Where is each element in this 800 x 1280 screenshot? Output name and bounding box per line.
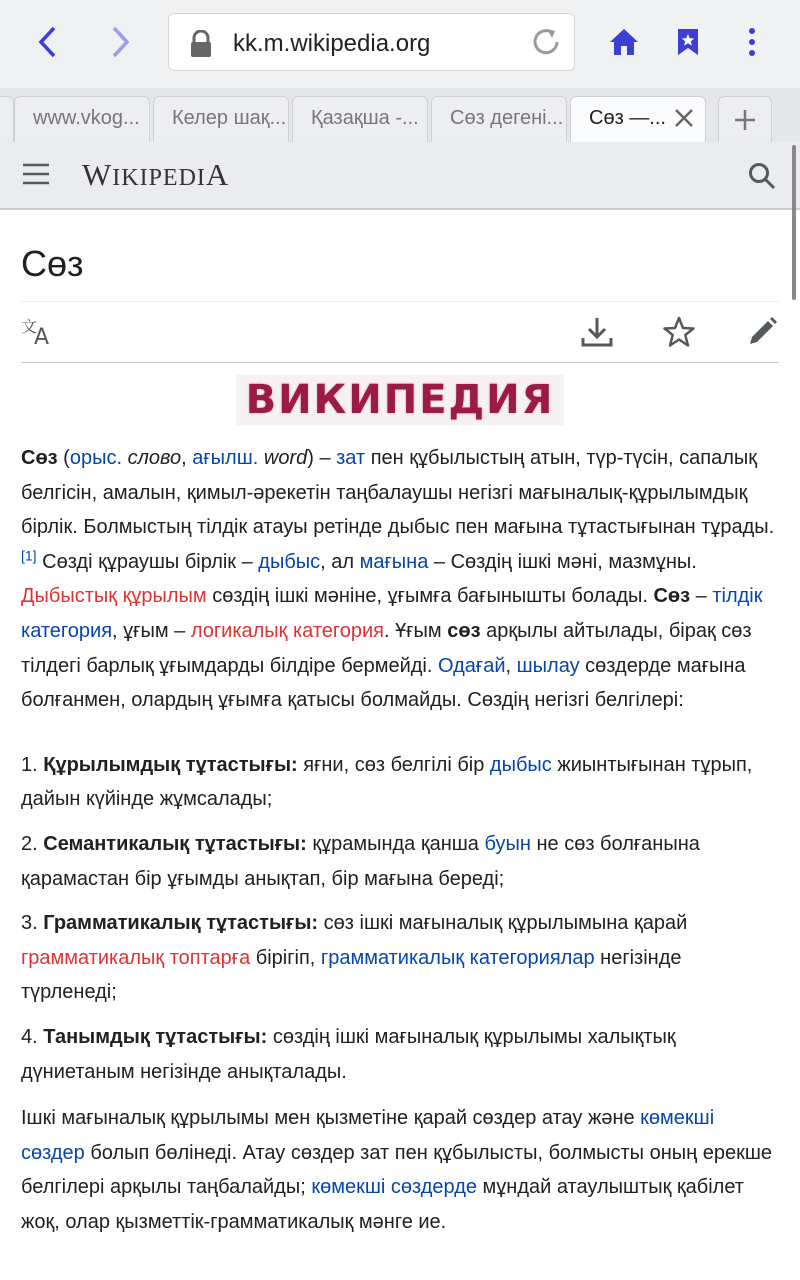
tab-soz-active[interactable] <box>570 96 706 142</box>
menu-button[interactable] <box>732 22 772 62</box>
list-item <box>21 748 779 817</box>
svg-text:A: A <box>34 325 50 346</box>
list-number: 1. <box>21 753 44 776</box>
text: , <box>505 654 517 677</box>
tab-label: www.vkog... <box>33 107 140 129</box>
redlink-dybystyq[interactable]: Дыбыстық құрылым <box>21 585 207 608</box>
page-actions <box>21 302 779 363</box>
link-shylau[interactable]: шылау <box>516 654 580 677</box>
link-dybys[interactable]: дыбыс <box>258 550 321 573</box>
url-text: kk.m.wikipedia.org <box>233 30 431 57</box>
tab-strip <box>0 88 800 143</box>
home-icon <box>609 27 639 57</box>
bold-term: Құрылымдық тұтастығы: <box>43 753 298 776</box>
bookmark-star-icon <box>676 27 700 57</box>
text: не сөз болғанына қарамастан бір ұғымды анықтап, бір мағына береді; <box>21 832 700 890</box>
text: Сөзді құраушы бірлік – <box>36 550 259 573</box>
text: – <box>690 585 713 608</box>
text: сөз ішкі мағыналық құрылымына қарай <box>318 912 688 935</box>
close-icon[interactable] <box>673 107 695 129</box>
forward-arrow-icon <box>108 25 132 59</box>
text: негізінде түрленеді; <box>21 946 682 1004</box>
tab-label: Келер шақ... <box>172 107 287 129</box>
tab-keler[interactable] <box>153 96 289 142</box>
tab-kazaksha[interactable] <box>292 96 428 142</box>
list-number: 4. <box>21 1025 44 1048</box>
more-vertical-icon <box>748 27 756 57</box>
list-number: 2. <box>21 832 44 855</box>
home-button[interactable] <box>604 22 644 62</box>
link-komekshi-sozder[interactable]: көмекші сөздер <box>21 1107 715 1164</box>
tab-vkog[interactable] <box>14 96 150 142</box>
language-icon[interactable] <box>21 316 55 346</box>
address-bar[interactable] <box>168 13 575 71</box>
italic-term: слово <box>127 447 182 469</box>
plus-icon <box>733 108 757 132</box>
star-icon[interactable] <box>663 316 695 348</box>
article-paragraph <box>21 441 779 718</box>
list-item <box>21 827 779 896</box>
forward-button[interactable] <box>100 22 140 62</box>
bold-term: Семантикалық тұтастығы: <box>43 832 307 855</box>
reload-icon[interactable] <box>530 26 562 58</box>
redlink-logikalyq[interactable]: логикалық категория <box>190 619 385 642</box>
new-tab-button[interactable] <box>718 96 772 142</box>
text: жиынтығынан тұрып, дайын күйінде жұмсалады; <box>21 753 753 811</box>
text: арқылы айтылады, бірақ сөз тілдегі барлық ұғымдарды білдіре бермейді. <box>21 619 752 677</box>
bold-term: Сөз <box>21 447 58 469</box>
text: Ішкі мағыналық құрылымы мен қызметіне қарай сөздер атау және <box>21 1107 641 1130</box>
text: сөздерде мағына болғанмен, олардың ұғымға қатысы болмайды. Сөздің негізгі белгілері: <box>21 654 746 712</box>
text: , <box>181 447 193 469</box>
tab-label: Қазақша -... <box>311 107 419 129</box>
article <box>21 210 779 1239</box>
reference-link[interactable]: [1] <box>21 547 37 564</box>
wikipedia-logo[interactable]: WIKIPEDIA <box>82 157 230 192</box>
tab-soz-degen[interactable] <box>431 96 567 142</box>
bold-term: Грамматикалық тұтастығы: <box>43 912 319 935</box>
browser-toolbar <box>0 0 800 88</box>
link-zat[interactable]: зат <box>336 447 366 469</box>
text: . Ұғым <box>384 619 448 642</box>
bookmarks-button[interactable] <box>668 22 708 62</box>
back-arrow-icon <box>36 25 60 59</box>
link-buyn[interactable]: буын <box>484 832 531 855</box>
list-item <box>21 906 779 1010</box>
text: сөздің ішкі мағыналық құрылымы халықтық дүниетаным негізінде анықталады. <box>21 1025 676 1083</box>
link-odagai[interactable]: Одағай <box>437 654 506 677</box>
text: – Сөздің ішкі мәні, мазмұны. <box>428 550 697 573</box>
text: , ұғым – <box>112 619 191 642</box>
banner-text: ВИКИПЕДИЯ <box>236 375 565 425</box>
link-grammatikalyq-kategoriyalar[interactable]: грамматикалық категориялар <box>320 946 595 969</box>
text: пен құбылыстың атын, түр-түсін, сапалық белгісін, амалын, қимыл-әрекетін таңбалаушы негізгі мағыналық-құрылымдық бірлік. Болмыстың тілдік атауы ретінде дыбыс пен мағына тұтастығынан тұрады. <box>21 447 775 539</box>
back-button[interactable] <box>28 22 68 62</box>
list-item <box>21 1020 779 1089</box>
italic-term: word <box>263 447 308 469</box>
link-komekshi-sozderde[interactable]: көмекші сөздерде <box>311 1176 477 1199</box>
redlink-grammatikalyq-toptar[interactable]: грамматикалық топтарға <box>21 946 251 969</box>
text: , ал <box>320 550 360 573</box>
svg-text:文: 文 <box>21 317 38 336</box>
tab-label: Сөз дегені... <box>450 107 564 129</box>
text: ) – <box>307 447 337 469</box>
text: мұндай атаулыштық қабілет жоқ, олар қызметтік-грамматикалық мәнге ие. <box>21 1176 744 1233</box>
wikipedia-banner <box>21 375 779 441</box>
link-agylsh[interactable]: ағылш. <box>192 447 259 469</box>
list-number: 3. <box>21 912 44 935</box>
text: болып бөлінеді. Атау сөздер зат пен құбылысты, болмысты оның ерекше белгілері арқылы таңбалайды; <box>21 1141 773 1199</box>
lock-icon <box>189 30 213 58</box>
text: құрамында қанша <box>306 832 485 855</box>
link-tildik-kategoriya[interactable]: тілдік категория <box>21 585 763 642</box>
text: яғни, сөз белгілі бір <box>297 753 490 776</box>
tab-label: Сөз —... <box>589 107 666 129</box>
download-icon[interactable] <box>581 316 613 348</box>
link-magyna[interactable]: мағына <box>359 550 429 573</box>
hamburger-menu-icon[interactable] <box>22 162 50 186</box>
page-title: Сөз <box>21 243 779 302</box>
tab-partial[interactable] <box>0 96 14 142</box>
link-orys[interactable]: орыс. <box>69 447 123 469</box>
text: бірігіп, <box>250 946 321 969</box>
article-paragraph <box>21 1101 779 1239</box>
text: ( <box>57 447 70 469</box>
bold-term: сөз <box>447 619 481 642</box>
bold-term: Танымдық тұтастығы: <box>43 1025 268 1048</box>
text: сөздің ішкі мәніне, ұғымға бағынышты болады. <box>206 585 654 608</box>
bold-term: Сөз <box>653 585 691 608</box>
link-dybys[interactable]: дыбыс <box>489 753 552 776</box>
edit-pencil-icon[interactable] <box>746 316 778 348</box>
search-icon[interactable] <box>748 162 776 190</box>
scrollbar[interactable] <box>792 145 796 300</box>
wikipedia-header <box>0 142 800 210</box>
